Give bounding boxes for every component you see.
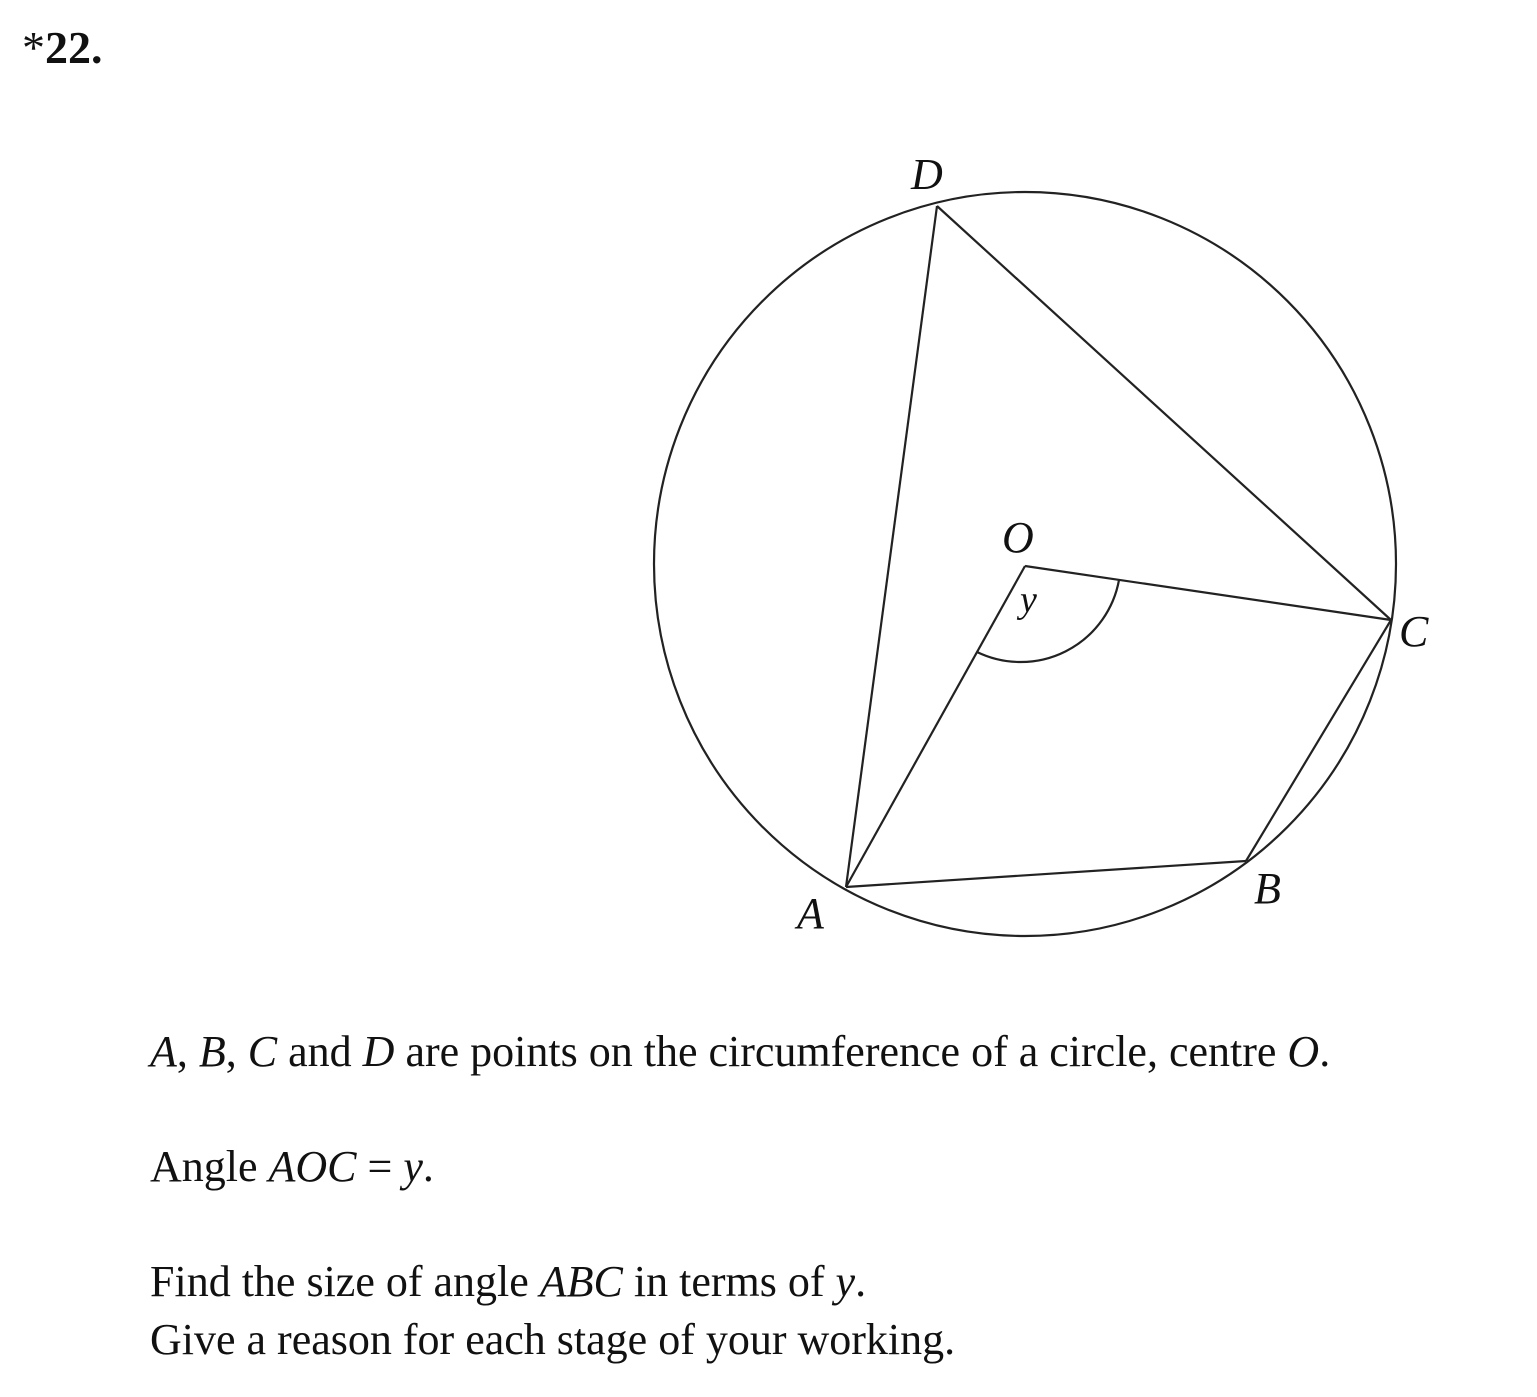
var-A: A [150,1027,177,1076]
question-instruction: Give a reason for each stage of your working. [150,1315,956,1364]
connector: and [277,1027,363,1076]
var-O: O [1287,1027,1320,1076]
var-B: B [198,1027,226,1076]
radius-OC [1025,566,1391,620]
var-ABC: ABC [539,1257,623,1306]
segment-CB [1246,620,1391,861]
var-AOC: AOC [268,1142,357,1191]
label-D: D [911,150,943,199]
equals: = [356,1142,404,1191]
statement-text: are points on the circumference of a circle, centre [394,1027,1288,1076]
segment-AD [846,206,937,887]
statement-angle [150,1139,434,1195]
radius-OA [846,566,1025,887]
label-A: A [797,889,824,938]
var-D: D [362,1027,395,1076]
label-angle-y: y [1020,579,1037,621]
label-B: B [1254,864,1281,913]
period: . [1319,1027,1331,1076]
question-star: * [22,22,45,73]
period: . [855,1257,867,1306]
task-mid: in terms of [622,1257,836,1306]
var-C: C [247,1027,278,1076]
circle [654,192,1396,936]
label-O: O [1002,513,1034,562]
sep: , [176,1027,199,1076]
question-number-value: 22. [45,22,103,73]
question-task [150,1254,866,1310]
angle-prefix: Angle [150,1142,269,1191]
label-C: C [1399,607,1429,656]
angle-arc-AOC [977,580,1119,662]
var-y: y [403,1142,423,1191]
task-prefix: Find the size of angle [150,1257,540,1306]
var-y: y [835,1257,856,1306]
segment-BA [846,861,1246,887]
sep: , [225,1027,248,1076]
statement-points [150,1024,1330,1080]
period: . [422,1142,434,1191]
